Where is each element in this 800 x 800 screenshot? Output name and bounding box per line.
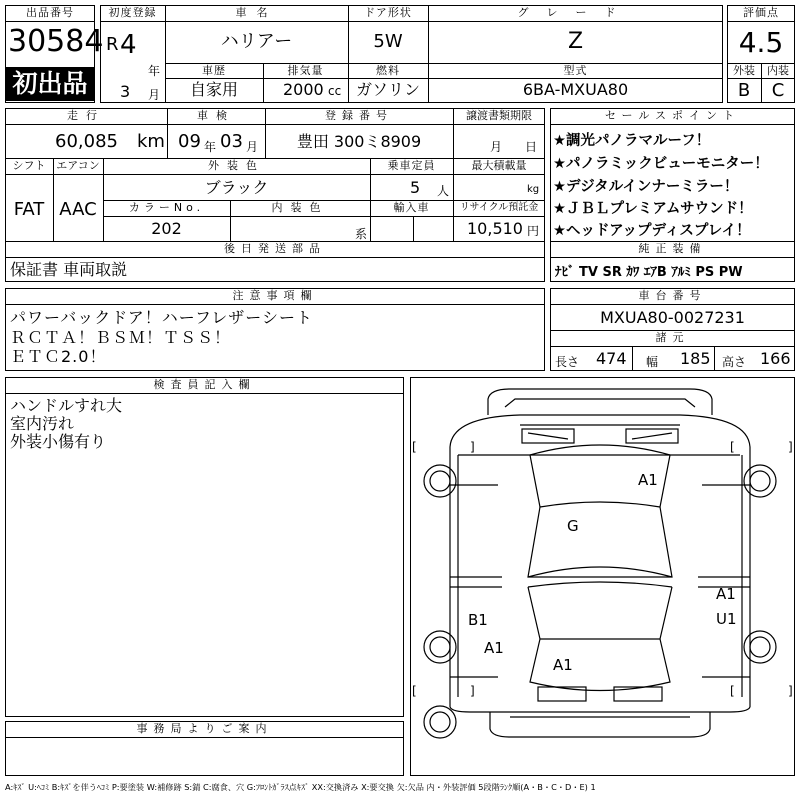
svg-text:[: [ bbox=[412, 684, 417, 698]
svg-text:]: ] bbox=[470, 440, 475, 454]
damage-mark-left-rear-fender: A1 bbox=[484, 639, 504, 657]
car-name-header: 車名 bbox=[235, 6, 278, 19]
damage-mark-right-front-door: A1 bbox=[716, 585, 736, 603]
sales-point-4: ★ＪＢＬプレミアムサウンド！ bbox=[553, 201, 753, 217]
score-header: 評価点 bbox=[743, 6, 779, 19]
interior-color-unit: 系 bbox=[355, 227, 368, 241]
aircon: AAC bbox=[59, 199, 97, 220]
exterior-color-header: 外装色 bbox=[208, 159, 265, 172]
transfer-month-unit: 月 bbox=[490, 140, 503, 154]
shift-header: シフト bbox=[12, 159, 46, 172]
first-reg-era: R bbox=[106, 34, 119, 55]
exterior-grade: B bbox=[737, 80, 751, 101]
length: 474 bbox=[596, 349, 627, 368]
car-outline bbox=[450, 389, 750, 737]
accessories: 保証書 車両取説 bbox=[10, 260, 128, 279]
grade-header: グレード bbox=[517, 6, 634, 19]
capacity: 5 bbox=[410, 178, 421, 197]
max-load-unit: kg bbox=[527, 184, 540, 195]
lot-number: 30584 bbox=[8, 24, 104, 59]
score: 4.5 bbox=[738, 26, 784, 59]
damage-mark-rear: A1 bbox=[553, 656, 573, 674]
height-label: 高さ bbox=[722, 355, 747, 369]
displacement-unit: cc bbox=[328, 84, 342, 98]
lot-number-header: 出品番号 bbox=[26, 6, 74, 19]
notes-line-1: パワーバックドア！ハーフレザーシート bbox=[10, 308, 313, 327]
inspection-year: 09 bbox=[178, 131, 201, 152]
fuel-header: 燃料 bbox=[376, 64, 400, 77]
recycle-header: リサイクル預託金 bbox=[459, 202, 539, 213]
svg-text:]: ] bbox=[788, 684, 793, 698]
transfer-deadline-header: 譲渡書類期限 bbox=[466, 109, 532, 122]
damage-mark-right-rear-door: U1 bbox=[716, 610, 737, 628]
history: 自家用 bbox=[189, 80, 238, 99]
door-type-header: ドア形状 bbox=[364, 6, 412, 19]
length-label: 長さ bbox=[555, 355, 580, 369]
damage-legend: A:ｷｽﾞ U:ﾍｺﾐ B:ｷｽﾞを伴うﾍｺﾐ P:要塗装 W:補修跡 S:錆 C:腐食、穴 G:ﾌﾛﾝﾄｶﾞﾗｽ点ｷｽﾞ XX:交換済み X:要交換 欠:欠品 内・外装評価 5段階ﾗﾝｸ順(A・B・C・D・E) 1 bbox=[5, 782, 596, 792]
import-header: 輸入車 bbox=[393, 201, 430, 214]
height: 166 bbox=[760, 349, 791, 368]
sales-points-header: セールスポイント bbox=[604, 109, 740, 122]
door-type: 5W bbox=[373, 31, 403, 52]
inspection-header: 車検 bbox=[197, 109, 235, 122]
svg-text:[: [ bbox=[730, 684, 735, 698]
sales-point-5: ★ヘッドアップディスプレイ！ bbox=[553, 223, 751, 239]
chassis-no-header: 車台番号 bbox=[638, 289, 707, 302]
equipment: ﾅﾋﾞ TV SR ｶﾜ ｴｱB ｱﾙﾐ PS PW bbox=[555, 265, 743, 280]
shift: FAT bbox=[13, 199, 45, 220]
notes-line-3: ＥＴＣ2.0！ bbox=[10, 347, 107, 366]
capacity-unit: 人 bbox=[437, 184, 450, 198]
car-name: ハリアー bbox=[220, 31, 293, 52]
damage-mark-windshield: G bbox=[567, 517, 579, 535]
interior-color-header: 内装色 bbox=[271, 201, 329, 214]
displacement-header: 排気量 bbox=[287, 64, 324, 77]
first-reg-month: 3 bbox=[120, 82, 131, 101]
office-header: 事務局よりご案内 bbox=[136, 722, 273, 735]
inspector-header: 検査員記入欄 bbox=[153, 378, 256, 391]
first-reg-month-unit: 月 bbox=[148, 88, 161, 102]
interior-grade-header: 内装 bbox=[767, 64, 789, 77]
aircon-header: エアコン bbox=[56, 159, 100, 172]
model-code: 6BA-MXUA80 bbox=[522, 80, 629, 99]
width: 185 bbox=[680, 349, 711, 368]
inspector-note-1: ハンドルすれ大 bbox=[10, 396, 123, 415]
chassis-no: MXUA80-0027231 bbox=[600, 308, 745, 327]
fuel: ガソリン bbox=[355, 80, 420, 99]
recycle-unit: 円 bbox=[527, 224, 540, 238]
capacity-header: 乗車定員 bbox=[387, 159, 436, 172]
inspector-note-2: 室内汚れ bbox=[10, 414, 75, 433]
reg-no-header: 登録番号 bbox=[325, 109, 393, 122]
inspection-month-unit: 月 bbox=[246, 140, 259, 154]
svg-text:]: ] bbox=[788, 440, 793, 454]
width-label: 幅 bbox=[646, 355, 659, 369]
exterior-color: ブラック bbox=[204, 178, 269, 197]
first-reg-year: 4 bbox=[120, 30, 137, 60]
mileage: 60,085 bbox=[55, 131, 118, 152]
color-no: 202 bbox=[151, 219, 182, 238]
damage-mark-hood: A1 bbox=[638, 471, 658, 489]
svg-text:[: [ bbox=[412, 440, 417, 454]
reg-no: 豊田 300ミ8909 bbox=[296, 132, 422, 151]
max-load-header: 最大積載量 bbox=[471, 159, 527, 172]
recycle-fee: 10,510 bbox=[467, 219, 523, 238]
transfer-day-unit: 日 bbox=[525, 140, 538, 154]
exterior-grade-header: 外装 bbox=[733, 64, 755, 77]
mileage-header: 走行 bbox=[67, 109, 105, 122]
inspector-note-3: 外装小傷有り bbox=[10, 432, 107, 451]
dimensions-header: 諸元 bbox=[655, 331, 690, 344]
sales-point-3: ★デジタルインナーミラー！ bbox=[553, 179, 739, 195]
notes-header: 注意事項欄 bbox=[232, 289, 318, 302]
equipment-header: 純正装備 bbox=[638, 242, 707, 255]
accessories-header: 後日発送部品 bbox=[224, 242, 326, 255]
mileage-unit: km bbox=[137, 131, 165, 152]
interior-grade: C bbox=[771, 80, 785, 101]
color-no-header: カラーNo. bbox=[128, 201, 205, 214]
inspection-year-unit: 年 bbox=[204, 140, 217, 154]
bracket-marks bbox=[412, 440, 793, 698]
svg-text:]: ] bbox=[470, 684, 475, 698]
history-header: 車歴 bbox=[202, 64, 226, 77]
grade: Z bbox=[567, 29, 584, 54]
displacement: 2000 bbox=[283, 80, 324, 99]
model-header: 型式 bbox=[563, 64, 588, 77]
vehicle-damage-diagram bbox=[410, 377, 795, 776]
notes-line-2: ＲＣＴＡ！ＢＳＭ！ＴＳＳ！ bbox=[10, 328, 232, 347]
sales-point-2: ★パノラミックビューモニター！ bbox=[553, 156, 769, 172]
damage-mark-left-rear-door: B1 bbox=[468, 611, 488, 629]
first-reg-header: 初度登録 bbox=[108, 6, 157, 19]
inspection-month: 03 bbox=[220, 131, 243, 152]
svg-text:[: [ bbox=[730, 440, 735, 454]
first-listing-label: 初出品 bbox=[12, 69, 88, 98]
sales-point-1: ★調光パノラマルーフ！ bbox=[553, 133, 711, 149]
first-reg-year-unit: 年 bbox=[148, 64, 161, 78]
